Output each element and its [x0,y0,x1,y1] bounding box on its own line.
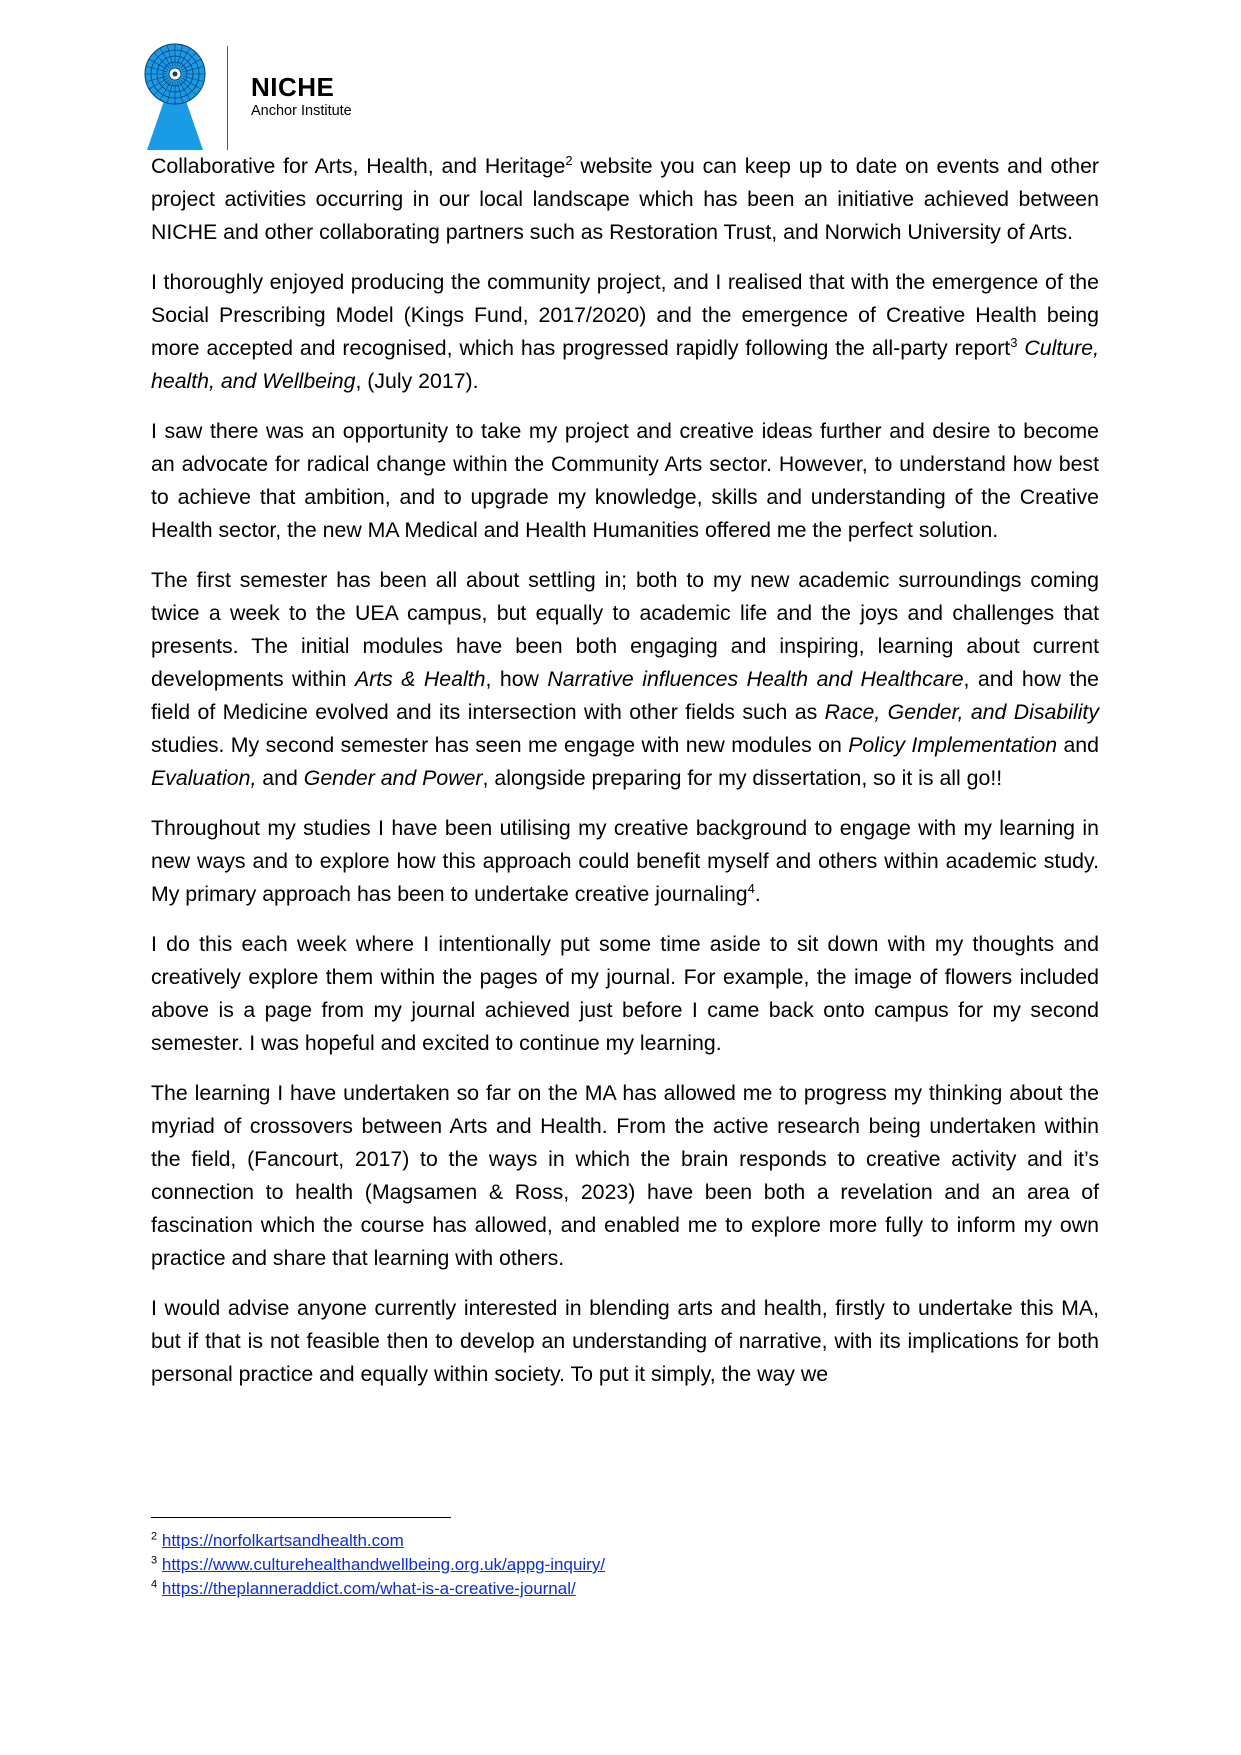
italic-text: Arts & Health [354,667,486,691]
text-run: I would advise anyone currently interested in blending arts and health, firstly to undertake this MA, but if that is not feasible then to develop an understanding of narrative, with its implications for both personal practice and equally within society. To put it simply, the way we [151,1296,1099,1386]
paragraph [151,415,1099,547]
footnote-number: 4 [151,1578,158,1591]
italic-text: Culture, health, and Wellbeing [151,336,1099,393]
text-run: website you can keep up to date on events and other project activities occurring in our local landscape which has been an initiative achieved between NICHE and other collaborating partners such as Restoration Trust, and Norwich University of Arts. [151,154,1100,244]
footnote-number: 2 [151,1530,158,1543]
paragraph [151,150,1099,249]
footnote-link[interactable]: https://www.culturehealthandwellbeing.org.uk/appg-inquiry/ [161,1555,606,1574]
text-run: The learning I have undertaken so far on the MA has allowed me to progress my thinking about the myriad of crossovers between Arts and Health. From the active research being undertaken within the field, (Fancourt, 2017) to the ways in which the brain responds to creative activity and it’s connection to health (Magsamen & Ross, 2023) have been both a revelation and an area of fascination which the course has allowed, and enabled me to explore more fully to inform my own practice and share that learning with others. [151,1081,1099,1270]
footnote [151,1577,1051,1601]
italic-text: Race, Gender, and Disability [824,700,1099,724]
paragraph [151,266,1099,398]
italic-text: Narrative influences Health and Healthcare [547,667,964,691]
article-body [151,150,1099,1408]
text-run: Throughout my studies I have been utilising my creative background to engage with my learning in new ways and to explore how this approach could benefit myself and others within academic study. My primary approach has been to undertake creative journaling [151,816,1099,906]
paragraph [151,812,1099,911]
footnotes [151,1529,1051,1601]
header-divider [227,46,228,150]
text-run: and [1057,733,1099,757]
paragraph [151,564,1099,795]
footnote-ref: 2 [565,152,573,168]
page-header [141,42,541,150]
text-run: The first semester has been all about settling in; both to my new academic surroundings coming twice a week to the UEA campus, but equally to academic life and the joys and challenges that presents. The initial modules have been both engaging and inspiring, learning about current developments within [151,568,1099,691]
org-subtitle: Anchor Institute [251,103,352,119]
footnote-link[interactable]: https://norfolkartsandhealth.com [161,1531,404,1550]
footnote-link[interactable]: https://theplanneraddict.com/what-is-a-creative-journal/ [161,1579,576,1598]
text-run: , and how the field of Medicine evolved and its intersection with other fields such as [151,667,1100,724]
footnote [151,1553,1051,1577]
italic-text: Policy Implementation [848,733,1058,757]
paragraph [151,1292,1099,1391]
italic-text: Evaluation, [151,766,257,790]
footnote-ref: 3 [1010,334,1018,350]
text-run: , alongside preparing for my dissertation, so it is all go!! [482,766,1003,790]
paragraph [151,1077,1099,1275]
footnote-separator [151,1517,451,1518]
text-run: . [754,882,761,906]
paragraph [151,928,1099,1060]
text-run: studies. My second semester has seen me engage with new modules on [151,733,849,757]
footnote [151,1529,1051,1553]
italic-text: Gender and Power [303,766,483,790]
niche-logo-icon [141,42,209,150]
text-run: I do this each week where I intentionally put some time aside to sit down with my thoughts and creatively explore them within the pages of my journal. For example, the image of flowers included above is a page from my journal achieved just before I came back onto campus for my second semester. I was hopeful and excited to continue my learning. [151,932,1099,1055]
footnote-number: 3 [151,1554,158,1567]
text-run: Collaborative for Arts, Health, and Heritage [151,154,566,178]
text-run: I saw there was an opportunity to take my project and creative ideas further and desire to become an advocate for radical change within the Community Arts sector. However, to understand how best to achieve that ambition, and to upgrade my knowledge, skills and understanding of the Creative Health sector, the new MA Medical and Health Humanities offered me the perfect solution. [151,419,1099,542]
footnote-ref: 4 [747,880,755,896]
text-run: , how [485,667,548,691]
text-run: and [256,766,304,790]
org-name: NICHE [251,72,335,102]
text-run: I thoroughly enjoyed producing the community project, and I realised that with the emergence of the Social Prescribing Model (Kings Fund, 2017/2020) and the emergence of Creative Health being more accepted and recognised, which has progressed rapidly following the all-party report [151,270,1099,360]
text-run: , (July 2017). [355,369,479,393]
